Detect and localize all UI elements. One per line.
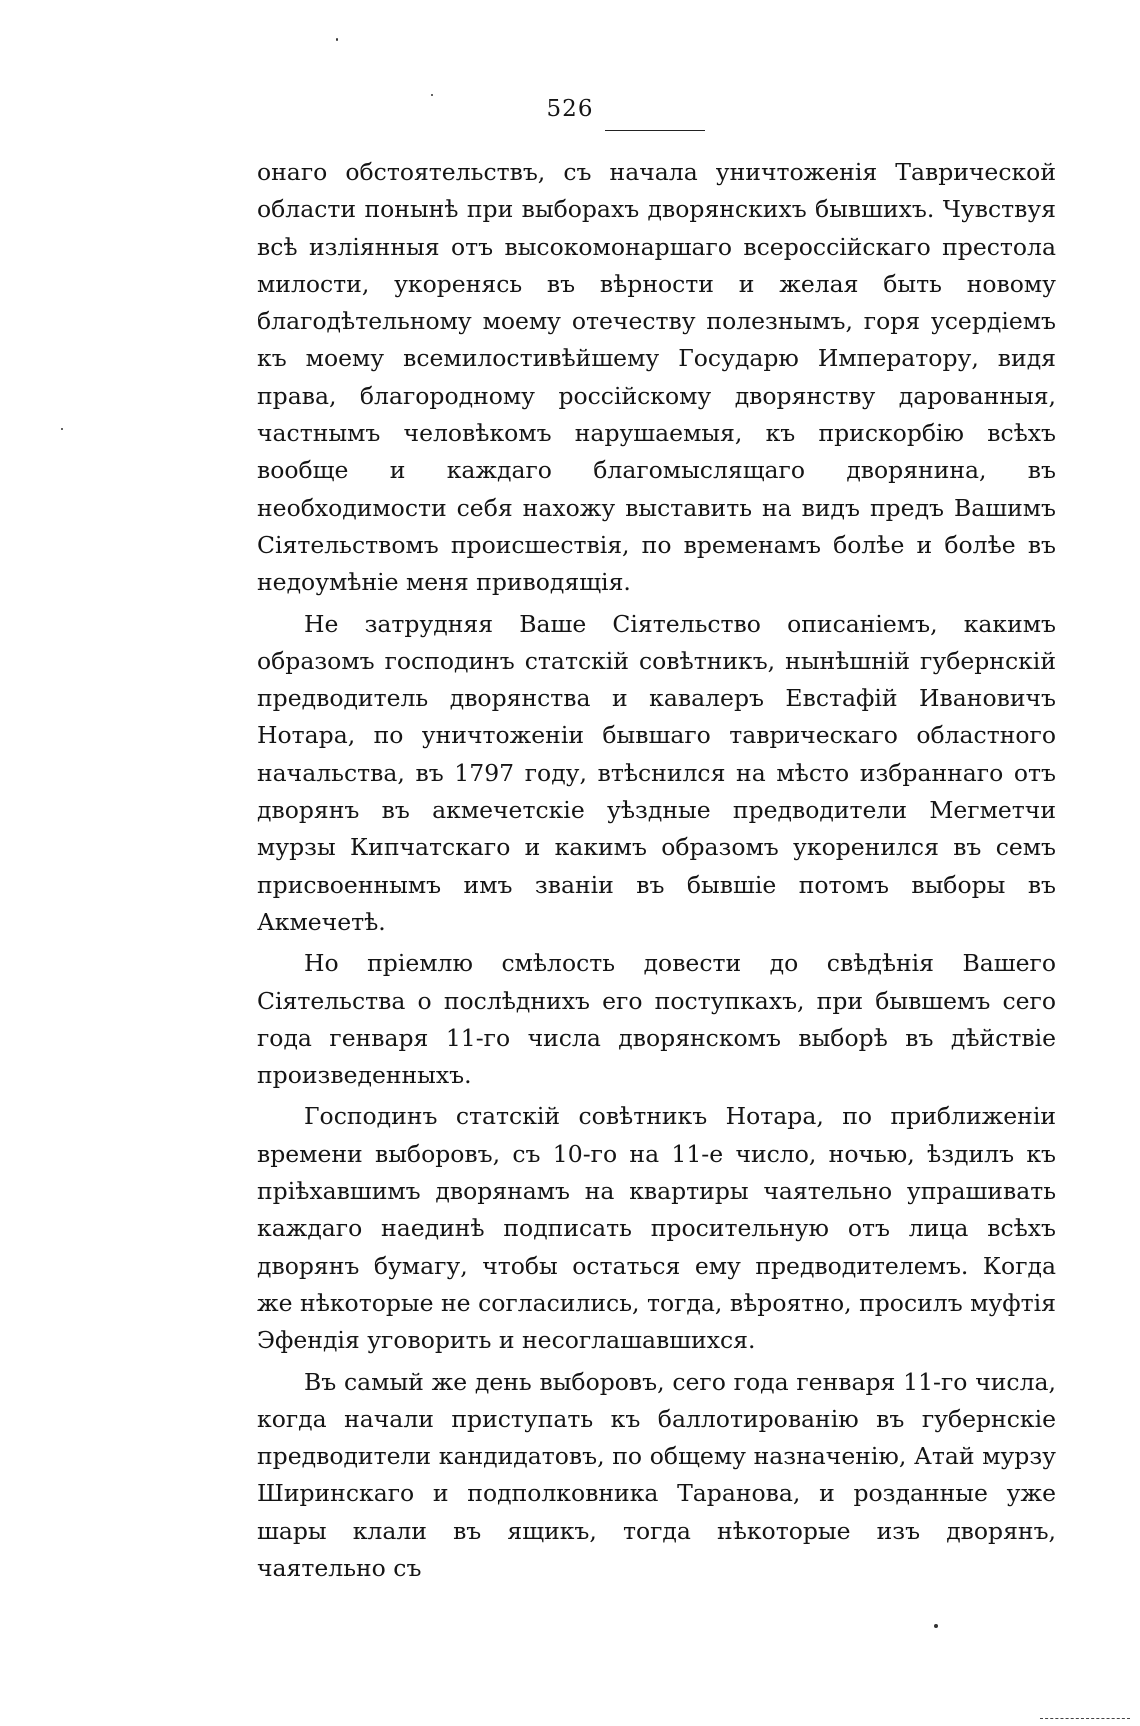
page-number-rule [605, 130, 705, 131]
paragraph-4: Господинъ статскій совѣтникъ Нотара, по приближеніи времени выборовъ, съ 10-го на 11-е число, ночью, ѣздилъ къ пріѣхавшимъ дворянамъ на квартиры чаятельно упрашивать каждаго наединѣ подписать просительную отъ лица всѣхъ дворянъ бумагу, чтобы остаться ему предводителемъ. Когда же нѣкоторые не согласились, тогда, вѣроятно, просилъ муфтія Эфендія уговорить и несоглашавшихся. [257, 1102, 1056, 1355]
scan-speck [61, 428, 63, 430]
scan-speck [336, 38, 338, 41]
paragraph-3: Но пріемлю смѣлость довести до свѣдѣнія Вашего Сіятельства о послѣднихъ его поступкахъ, при бывшемъ сего года генваря 11-го числа дворянскомъ выборѣ въ дѣйствіе произведенныхъ. [257, 949, 1056, 1090]
paragraph-2: Не затрудняя Ваше Сіятельство описаніемъ, какимъ образомъ господинъ статскій совѣтникъ, нынѣшній губернскій предводитель дворянства и кавалеръ Евстафій Ивановичъ Нотара, по уничтоженіи бывшаго таврическаго областного начальства, въ 1797 году, втѣснился на мѣсто избраннаго отъ дворянъ въ акмечетскіе уѣздные предводители Мегметчи мурзы Кипчатскаго и какимъ образомъ укоренился въ семъ присвоеннымъ имъ званіи въ бывшіе потомъ выборы въ Акмечетѣ. [257, 609, 1056, 936]
paragraph-1: онаго обстоятельствъ, съ начала уничтоженія Таврической области понынѣ при выборахъ дворянскихъ бывшихъ. Чувствуя всѣ изліянныя отъ высокомонаршаго всероссійскаго престола милости, укоренясь въ вѣрности и желая быть новому благодѣтельному моему отечеству полезнымъ, горя усердіемъ къ моему всемилостивѣйшему Государю Императору, видя права, благородному россійскому дворянству дарованныя, частнымъ человѣкомъ нарушаемыя, къ прискорбію всѣхъ вообще и каждаго благомыслящаго дворянина, въ необходимости себя нахожу выставить на видъ предъ Вашимъ Сіятельствомъ происшествія, по временамъ болѣе и болѣе въ недоумѣніе меня приводящія. [257, 158, 1056, 597]
paragraph-5: Въ самый же день выборовъ, сего года генваря 11-го числа, когда начали приступать къ баллотированію въ губернскіе предводители кандидатовъ, по общему назначенію, Атай мурзу Ширинскаго и подполковника Таранова, и розданные уже шары клали въ ящикъ, тогда нѣкоторые изъ дворянъ, чаятельно съ [257, 1367, 1056, 1582]
body-text [257, 154, 1056, 1591]
scan-speck [934, 1624, 938, 1628]
scan-edge-mark [1040, 1718, 1130, 1719]
page-number: 526 [546, 96, 594, 122]
scan-speck [431, 94, 433, 96]
